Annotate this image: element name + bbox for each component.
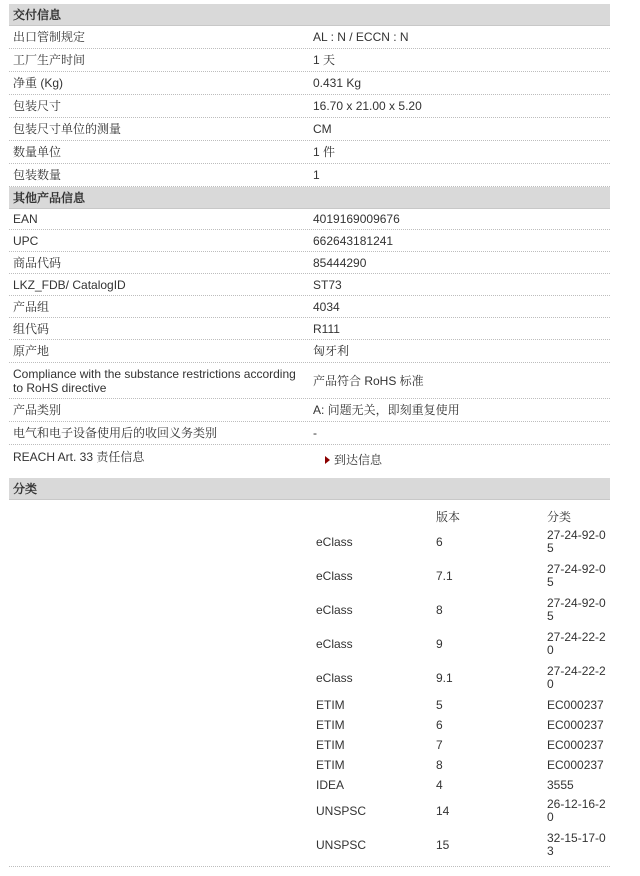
class-code: 26-12-16-20 — [547, 797, 606, 824]
classification-row — [9, 795, 610, 827]
triangle-right-icon — [325, 456, 330, 464]
row-value: 85444290 — [313, 255, 367, 270]
row-value: 4019169009676 — [313, 212, 400, 226]
row-label: 产品类别 — [13, 403, 62, 417]
other-row — [9, 274, 610, 296]
classification-row — [9, 526, 610, 558]
class-version: 5 — [436, 698, 443, 712]
row-label: LKZ_FDB/ CatalogID — [13, 277, 126, 292]
class-version: 7 — [436, 738, 443, 752]
row-label: 包装数量 — [13, 168, 62, 182]
class-version: 4 — [436, 778, 443, 792]
class-code: EC000237 — [547, 697, 604, 712]
class-system: eClass — [316, 637, 353, 651]
class-system: ETIM — [316, 698, 345, 712]
row-label: EAN — [13, 212, 38, 226]
delivery-row — [9, 118, 610, 141]
other-row — [9, 252, 610, 274]
class-system: eClass — [316, 603, 353, 617]
class-version: 15 — [436, 838, 450, 852]
row-label: 产品组 — [13, 299, 50, 314]
row-label: 包装尺寸 — [13, 99, 62, 113]
class-code: 32-15-17-03 — [547, 831, 606, 858]
classification-row — [9, 560, 610, 592]
row-label: 电气和电子设备使用后的收回义务类别 — [13, 426, 218, 440]
classification-row — [9, 715, 610, 735]
row-value: 1 天 — [313, 53, 336, 67]
reach-link-text[interactable]: 到达信息 — [334, 452, 383, 467]
other-row — [9, 363, 610, 399]
classification-row — [9, 628, 610, 660]
row-value: 16.70 x 21.00 x 5.20 — [313, 99, 422, 113]
row-label: REACH Art. 33 责任信息 — [13, 450, 145, 464]
other-row — [9, 340, 610, 363]
class-system: eClass — [316, 671, 353, 685]
delivery-row — [9, 72, 610, 95]
row-value: A: 问题无关，即刻重复使用 — [313, 403, 460, 417]
row-label: UPC — [13, 233, 39, 248]
row-value: AL : N / ECCN : N — [313, 30, 409, 44]
row-label: 出口管制规定 — [13, 30, 86, 44]
class-code: EC000237 — [547, 757, 604, 772]
row-value: 1 — [313, 168, 320, 182]
class-code: 3555 — [547, 777, 574, 792]
delivery-row — [9, 141, 610, 164]
other-row — [9, 422, 610, 445]
classification-row — [9, 662, 610, 694]
other-info-header: 其他产品信息 — [9, 187, 610, 209]
row-value: 0.431 Kg — [313, 76, 362, 90]
row-label: 工厂生产时间 — [13, 53, 86, 67]
class-code: 27-24-92-05 — [547, 596, 606, 623]
row-value: 匈牙利 — [313, 344, 350, 358]
class-version: 6 — [436, 718, 443, 732]
class-version: 14 — [436, 804, 450, 818]
delivery-row — [9, 26, 610, 49]
class-version: 9 — [436, 637, 443, 651]
class-system: ETIM — [316, 758, 345, 772]
reach-info-link[interactable] — [313, 445, 382, 474]
row-value: ST73 — [313, 277, 342, 292]
delivery-row — [9, 95, 610, 118]
reach-row — [9, 445, 610, 474]
class-system: eClass — [316, 535, 353, 549]
other-row — [9, 230, 610, 252]
delivery-row — [9, 49, 610, 72]
classification-row — [9, 594, 610, 626]
classification-row — [9, 695, 610, 715]
class-code: 27-24-92-05 — [547, 528, 606, 555]
row-label: 商品代码 — [13, 255, 62, 270]
class-version: 9.1 — [436, 671, 453, 685]
other-row — [9, 209, 610, 230]
row-value: CM — [313, 122, 332, 136]
row-label: Compliance with the substance restrictions according to RoHS directive — [13, 366, 296, 395]
other-row — [9, 296, 610, 318]
class-version: 8 — [436, 603, 443, 617]
class-system: ETIM — [316, 718, 345, 732]
class-code: 27-24-22-20 — [547, 664, 606, 691]
classification-row — [9, 755, 610, 775]
class-system: UNSPSC — [316, 804, 367, 818]
divider — [9, 866, 610, 867]
class-code: 27-24-92-05 — [547, 562, 606, 589]
class-system: ETIM — [316, 738, 345, 752]
row-value: 4034 — [313, 299, 340, 314]
row-label: 净重 (Kg) — [13, 76, 64, 90]
other-row — [9, 318, 610, 340]
row-label: 包装尺寸单位的测量 — [13, 122, 122, 136]
row-value: 662643181241 — [313, 233, 394, 248]
row-value: 产品符合 RoHS 标准 — [313, 373, 424, 388]
class-system: IDEA — [316, 778, 345, 792]
row-value: R111 — [313, 321, 340, 336]
classification-col-class: 分类 — [547, 510, 572, 524]
class-code: EC000237 — [547, 717, 604, 732]
classification-row — [9, 775, 610, 795]
class-system: UNSPSC — [316, 838, 367, 852]
class-version: 7.1 — [436, 569, 453, 583]
other-row — [9, 399, 610, 422]
class-system: eClass — [316, 569, 353, 583]
row-value: - — [313, 426, 317, 440]
class-version: 6 — [436, 535, 443, 549]
row-label: 组代码 — [13, 321, 50, 336]
class-code: EC000237 — [547, 737, 604, 752]
classification-row — [9, 735, 610, 755]
classification-header: 分类 — [9, 478, 610, 500]
delivery-row — [9, 164, 610, 187]
row-label: 数量单位 — [13, 145, 62, 159]
delivery-info-header: 交付信息 — [9, 4, 610, 26]
row-label: 原产地 — [13, 344, 50, 358]
row-value: 1 件 — [313, 145, 336, 159]
class-version: 8 — [436, 758, 443, 772]
class-code: 27-24-22-20 — [547, 630, 606, 657]
classification-col-version: 版本 — [436, 510, 461, 524]
classification-row — [9, 829, 610, 861]
